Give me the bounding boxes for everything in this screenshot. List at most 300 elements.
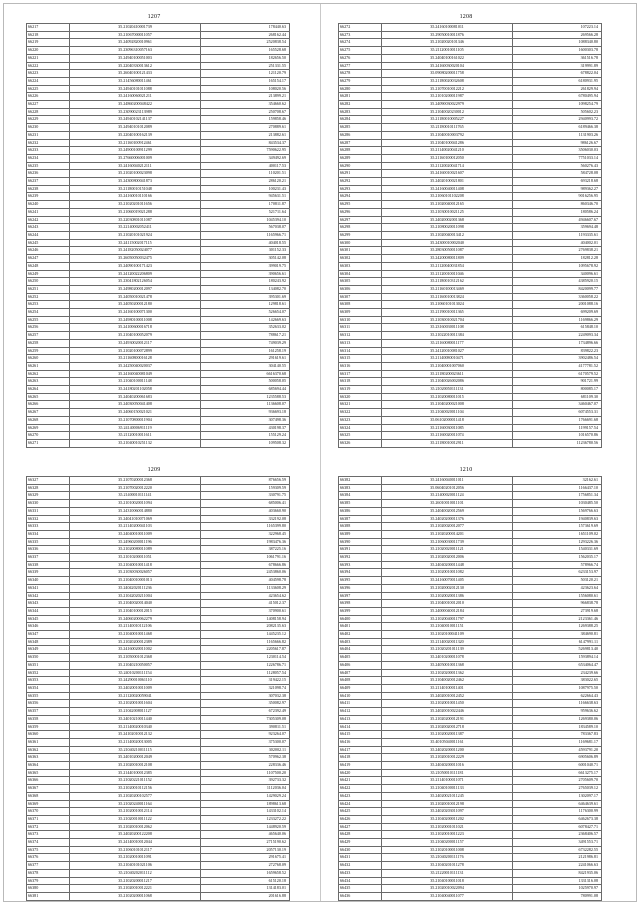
code-cell: 35.21140200041103 <box>70 523 201 531</box>
code-cell: 35.24200080011809 <box>382 255 513 263</box>
amount-cell: 273919.68 <box>513 607 602 615</box>
table-row <box>27 54 290 62</box>
table-row <box>27 869 290 877</box>
table-row <box>339 546 602 554</box>
code-cell: 35.21030010021704 <box>382 316 513 324</box>
row-id-cell: 66317 <box>339 370 382 378</box>
row-id-cell: 66304 <box>339 270 382 278</box>
table-row <box>27 154 290 162</box>
row-id-cell: 66243 <box>27 224 70 232</box>
code-cell: 35.21070020012220 <box>70 484 201 492</box>
code-cell: 35.24030050041408 <box>70 401 201 409</box>
amount-cell: 6170579.52 <box>513 370 602 378</box>
table-row <box>27 546 290 554</box>
table-row <box>339 754 602 762</box>
amount-cell: 2001088.16 <box>513 301 602 309</box>
code-cell: 35.21040010001013 <box>70 577 201 585</box>
amount-cell: 1269388.25 <box>513 623 602 631</box>
row-id-cell: 66232 <box>27 139 70 147</box>
amount-cell: 352633.02 <box>201 324 290 332</box>
row-id-cell: 66291 <box>339 170 382 178</box>
code-cell: 35.21160020011074 <box>382 432 513 440</box>
row-id-cell: 66248 <box>27 262 70 270</box>
amount-cell: 570962.38 <box>201 754 290 762</box>
row-id-cell: 66351 <box>27 661 70 669</box>
table-row <box>339 147 602 155</box>
amount-cell: 330791.75 <box>201 492 290 500</box>
row-id-cell: 66240 <box>27 201 70 209</box>
code-cell: 35.21020410001739 <box>70 24 201 32</box>
table-row <box>339 823 602 831</box>
code-cell: 35.21120010011611 <box>70 432 201 440</box>
code-cell: 35.24940102141137 <box>70 116 201 124</box>
row-id-cell: 66331 <box>27 507 70 515</box>
code-cell: 35.21020010012221 <box>70 885 201 893</box>
table-row <box>27 432 290 440</box>
code-cell: 35.21140020010340 <box>70 723 201 731</box>
row-id-cell: 66379 <box>27 877 70 885</box>
code-cell: 35.21040201011278 <box>382 862 513 870</box>
amount-cell: 1569766.63 <box>513 507 602 515</box>
code-cell: 35.21070800011904 <box>70 416 201 424</box>
row-id-cell: 66368 <box>27 792 70 800</box>
row-id-cell: 66429 <box>339 839 382 847</box>
amount-cell: 213882.61 <box>201 131 290 139</box>
row-id-cell: 66231 <box>27 131 70 139</box>
table-row <box>339 654 602 662</box>
table-row <box>27 147 290 155</box>
row-id-cell: 66395 <box>339 577 382 585</box>
amount-cell: 302002.11 <box>201 746 290 754</box>
row-id-cell: 66229 <box>27 116 70 124</box>
code-cell: 35.21140080010471 <box>382 355 513 363</box>
code-cell: 35.24860200048422 <box>70 101 201 109</box>
code-cell: 35.21160100912461 <box>70 139 201 147</box>
row-id-cell: 66284 <box>339 116 382 124</box>
amount-cell: 107223.14 <box>513 24 602 32</box>
code-cell: 35.21160080011177 <box>382 339 513 347</box>
row-id-cell: 66303 <box>339 262 382 270</box>
row-id-cell: 66270 <box>27 432 70 440</box>
amount-cell: 161258.19 <box>201 347 290 355</box>
code-cell: 35.24160020011002 <box>70 646 201 654</box>
row-id-cell: 66221 <box>27 54 70 62</box>
row-id-cell: 66434 <box>339 877 382 885</box>
table-row <box>27 93 290 101</box>
row-id-cell: 66223 <box>27 70 70 78</box>
amount-cell: 6613275.17 <box>513 769 602 777</box>
amount-cell: 4946607.67 <box>513 216 602 224</box>
code-cell: 35.21020100072899 <box>70 347 201 355</box>
code-cell: 35.21020001011021 <box>382 823 513 831</box>
row-id-cell: 66433 <box>339 869 382 877</box>
code-cell: 35.24102010012132 <box>70 731 201 739</box>
code-cell: 35.21067000011057 <box>70 31 201 39</box>
row-id-cell: 66425 <box>339 808 382 816</box>
amount-cell: 2205617.87 <box>201 646 290 654</box>
table-row <box>27 378 290 386</box>
row-id-cell: 66397 <box>339 592 382 600</box>
amount-cell: 159858.46 <box>201 116 290 124</box>
amount-cell: 1088340.80 <box>513 39 602 47</box>
table-row <box>339 208 602 216</box>
code-cell: 35.21020100023098 <box>70 170 201 178</box>
row-id-cell: 66256 <box>27 324 70 332</box>
row-id-cell: 66315 <box>339 355 382 363</box>
row-id-cell: 66386 <box>339 507 382 515</box>
code-cell: 35.24300800041873 <box>70 178 201 186</box>
table-row <box>27 31 290 39</box>
code-cell: 35.22040100162139 <box>70 131 201 139</box>
table-row <box>27 692 290 700</box>
row-id-cell: 66415 <box>339 731 382 739</box>
row-id-cell: 66436 <box>339 892 382 900</box>
row-id-cell: 66309 <box>339 309 382 317</box>
code-cell: 35.21010200011987 <box>382 93 513 101</box>
table-row <box>339 854 602 862</box>
table-row <box>339 584 602 592</box>
amount-cell: 350082.97 <box>201 700 290 708</box>
amount-cell: 6180931.95 <box>513 77 602 85</box>
code-cell: 35.24020200011376 <box>382 515 513 523</box>
code-cell: 35.21020010011122 <box>70 815 201 823</box>
row-id-cell: 66357 <box>27 708 70 716</box>
table-row <box>27 500 290 508</box>
table-row <box>27 208 290 216</box>
data-table <box>26 23 290 448</box>
row-id-cell: 66337 <box>27 554 70 562</box>
row-id-cell: 66313 <box>339 339 382 347</box>
amount-cell: 354660.62 <box>201 101 290 109</box>
table-row <box>339 600 602 608</box>
code-cell: 35.21020200011068 <box>70 892 201 900</box>
amount-cell: 500058.05 <box>201 378 290 386</box>
amount-cell: 1235588.53 <box>201 393 290 401</box>
table-row <box>339 139 602 147</box>
page-title: 1210 <box>459 467 473 473</box>
row-id-cell: 66293 <box>339 185 382 193</box>
amount-cell: 1045394.10 <box>201 216 290 224</box>
amount-cell: 526654.07 <box>201 309 290 317</box>
row-id-cell: 66375 <box>27 846 70 854</box>
amount-cell: 1226786.71 <box>201 661 290 669</box>
amount-cell: 395301.69 <box>201 293 290 301</box>
amount-cell: 860346.70 <box>513 201 602 209</box>
row-id-cell: 66260 <box>27 355 70 363</box>
row-id-cell: 66399 <box>339 607 382 615</box>
code-cell: 35.24020203011097 <box>382 808 513 816</box>
code-cell: 35.21020010012198 <box>382 800 513 808</box>
code-cell: 35.24940101011088 <box>70 85 201 93</box>
table-row <box>27 715 290 723</box>
row-id-cell: 66255 <box>27 316 70 324</box>
row-id-cell: 66376 <box>27 854 70 862</box>
amount-cell: 681109.30 <box>513 393 602 401</box>
table-row <box>27 216 290 224</box>
amount-cell: 622664.43 <box>513 692 602 700</box>
amount-cell: 615120.18 <box>201 877 290 885</box>
amount-cell: 672392.49 <box>201 708 290 716</box>
amount-cell: 404018.55 <box>201 239 290 247</box>
amount-cell: 1593894.14 <box>513 654 602 662</box>
table-row <box>339 885 602 893</box>
code-cell: 35.21050001012368 <box>70 654 201 662</box>
amount-cell: 142669.63 <box>201 316 290 324</box>
row-id-cell: 66428 <box>339 831 382 839</box>
row-id-cell: 66310 <box>339 316 382 324</box>
code-cell: 35.21180010005227 <box>382 116 513 124</box>
code-cell: 35.21020080011089 <box>70 546 201 554</box>
code-cell: 35.21040010251132 <box>70 439 201 447</box>
amount-cell: 400117.53 <box>201 162 290 170</box>
table-row <box>339 677 602 685</box>
amount-cell: 270889.61 <box>201 124 290 132</box>
row-id-cell: 66222 <box>27 62 70 70</box>
amount-cell: 1030485.50 <box>513 500 602 508</box>
table-row <box>339 62 602 70</box>
code-cell: 35.21030030026057 <box>70 569 201 577</box>
amount-cell: 390656.61 <box>201 270 290 278</box>
row-id-cell: 66280 <box>339 85 382 93</box>
code-cell: 35.21020200012389 <box>70 638 201 646</box>
amount-cell: 4177781.52 <box>513 362 602 370</box>
table-row <box>27 708 290 716</box>
code-cell: 35.24092820010961 <box>70 39 201 47</box>
table-row <box>27 362 290 370</box>
row-id-cell: 66275 <box>339 47 382 55</box>
code-cell: 35.24160030020104 <box>382 62 513 70</box>
amount-cell: 250708.67 <box>201 108 290 116</box>
amount-cell: 2082135.63 <box>201 623 290 631</box>
table-row <box>27 723 290 731</box>
code-cell: 35.24090030022979 <box>382 101 513 109</box>
code-cell: 35.21020002012130 <box>382 584 513 592</box>
table-row <box>27 777 290 785</box>
table-row <box>27 792 290 800</box>
table-row <box>27 492 290 500</box>
row-id-cell: 66267 <box>27 409 70 417</box>
row-id-cell: 66345 <box>27 615 70 623</box>
table-row <box>27 309 290 317</box>
code-cell: 35.24300010002040 <box>382 239 513 247</box>
code-cell: 35.21120020041714 <box>382 162 513 170</box>
amount-cell: 945631.51 <box>201 193 290 201</box>
table-row <box>339 530 602 538</box>
row-id-cell: 66227 <box>27 101 70 109</box>
amount-cell: 2520838.54 <box>201 39 290 47</box>
row-id-cell: 66265 <box>27 393 70 401</box>
amount-cell: 1061791.16 <box>201 554 290 562</box>
amount-cell: 170811.87 <box>201 201 290 209</box>
row-id-cell: 66339 <box>27 569 70 577</box>
amount-cell: 340096.61 <box>513 270 602 278</box>
amount-cell: 403660.90 <box>201 507 290 515</box>
amount-cell: 291675.41 <box>201 854 290 862</box>
table-row <box>27 178 290 186</box>
table-row <box>27 324 290 332</box>
table-row <box>27 646 290 654</box>
table-row <box>339 70 602 78</box>
code-cell: 35.21020010012062 <box>70 823 201 831</box>
row-id-cell: 66292 <box>339 178 382 186</box>
amount-cell: 291619.61 <box>201 355 290 363</box>
amount-cell: 307032.38 <box>201 692 290 700</box>
table-row <box>27 278 290 286</box>
code-cell: 35.21020200102577 <box>70 792 201 800</box>
row-id-cell: 66382 <box>339 477 382 485</box>
table-row <box>27 815 290 823</box>
code-cell: 35.21160100013469 <box>382 285 513 293</box>
amount-cell: 699209.69 <box>513 309 602 317</box>
row-id-cell: 66287 <box>339 139 382 147</box>
row-id-cell: 66424 <box>339 800 382 808</box>
row-id-cell: 66377 <box>27 862 70 870</box>
code-cell: 35.24040010011009 <box>70 530 201 538</box>
table-row <box>339 278 602 286</box>
row-id-cell: 66354 <box>27 684 70 692</box>
row-id-cell: 66350 <box>27 654 70 662</box>
table-row <box>339 738 602 746</box>
table-row <box>339 255 602 263</box>
code-cell: 35.24160060021211 <box>70 93 201 101</box>
amount-cell: 3491553.71 <box>513 839 602 847</box>
table-row <box>339 378 602 386</box>
code-cell: 35.21160800016128 <box>70 355 201 363</box>
table-row <box>339 193 602 201</box>
amount-cell: 1600303.78 <box>513 47 602 55</box>
row-id-cell: 66353 <box>27 677 70 685</box>
table-row <box>27 39 290 47</box>
row-id-cell: 66274 <box>339 39 382 47</box>
table-row <box>27 831 290 839</box>
table-row <box>27 823 290 831</box>
amount-cell: 100231.43 <box>201 185 290 193</box>
amount-cell: 384690.81 <box>513 631 602 639</box>
table-row <box>339 85 602 93</box>
code-cell: 35.21020080011015 <box>382 393 513 401</box>
row-id-cell: 66289 <box>339 154 382 162</box>
code-cell: 35.24040020012569 <box>382 507 513 515</box>
amount-cell: 1166437.10 <box>513 484 602 492</box>
code-cell: 35.23096310057163 <box>70 47 201 55</box>
table-row <box>339 569 602 577</box>
amount-cell: 1169866.29 <box>513 316 602 324</box>
table-row <box>27 530 290 538</box>
table-row <box>27 224 290 232</box>
code-cell: 35.21022010011384 <box>382 332 513 340</box>
row-id-cell: 66359 <box>27 723 70 731</box>
table-row <box>27 684 290 692</box>
amount-cell: 182812.28 <box>513 255 602 263</box>
code-cell: 35.21040210011115 <box>70 746 201 754</box>
amount-cell: 6616370.68 <box>201 370 290 378</box>
row-id-cell: 66258 <box>27 339 70 347</box>
table-row <box>339 492 602 500</box>
table-row <box>339 708 602 716</box>
row-id-cell: 66314 <box>339 347 382 355</box>
table-row <box>27 116 290 124</box>
data-table <box>338 476 602 901</box>
row-id-cell: 66239 <box>27 193 70 201</box>
table-row <box>27 62 290 70</box>
table-row <box>339 715 602 723</box>
row-id-cell: 66311 <box>339 324 382 332</box>
code-cell: 35.24041010071069 <box>70 515 201 523</box>
amount-cell: 1128057.54 <box>201 669 290 677</box>
code-cell: 35.21020020011387 <box>382 731 513 739</box>
code-cell: 35.21060101013024 <box>382 301 513 309</box>
amount-cell: 843534.37 <box>201 139 290 147</box>
amount-cell: 1314183.01 <box>201 885 290 893</box>
row-id-cell: 66417 <box>339 746 382 754</box>
amount-cell: 268162.44 <box>201 31 290 39</box>
code-cell: 35.23160030011108 <box>382 324 513 332</box>
code-cell: 35.21120040031854 <box>382 262 513 270</box>
table-row <box>27 386 290 394</box>
table-row <box>339 554 602 562</box>
code-cell: 35.24160010021607 <box>382 170 513 178</box>
row-id-cell: 66266 <box>27 401 70 409</box>
row-id-cell: 66299 <box>339 231 382 239</box>
code-cell: 35.21040100052079 <box>70 332 201 340</box>
table-row <box>27 170 290 178</box>
row-id-cell: 66423 <box>339 792 382 800</box>
code-cell: 35.21020010012114 <box>70 808 201 816</box>
code-cell: 35.24160040081049 <box>70 370 201 378</box>
table-row <box>339 439 602 447</box>
row-id-cell: 66220 <box>27 47 70 55</box>
row-id-cell: 66286 <box>339 131 382 139</box>
table-row <box>339 401 602 409</box>
row-id-cell: 66308 <box>339 301 382 309</box>
amount-cell: 615848.10 <box>513 324 602 332</box>
amount-cell: 1233272.22 <box>201 815 290 823</box>
row-id-cell: 66319 <box>339 386 382 394</box>
row-id-cell: 66432 <box>339 862 382 870</box>
table-row <box>339 831 602 839</box>
amount-cell: 2121986.81 <box>513 854 602 862</box>
code-cell: 35.21120020059041 <box>70 692 201 700</box>
amount-cell: 6078427.71 <box>513 823 602 831</box>
table-row <box>27 661 290 669</box>
table-row <box>339 224 602 232</box>
row-id-cell: 66414 <box>339 723 382 731</box>
amount-cell: 1230114.54 <box>201 654 290 662</box>
code-cell: 35.21440100012385 <box>70 769 201 777</box>
amount-cell: 6905606.89 <box>513 754 602 762</box>
row-id-cell: 66427 <box>339 823 382 831</box>
code-cell: 35.21020010012229 <box>382 754 513 762</box>
table-row <box>27 631 290 639</box>
row-id-cell: 66253 <box>27 301 70 309</box>
table-row <box>27 139 290 147</box>
table-row <box>27 584 290 592</box>
code-cell: 35.26040100121433 <box>70 70 201 78</box>
code-cell: 35.24100600016718 <box>70 324 201 332</box>
amount-cell: 322968.45 <box>201 530 290 538</box>
row-id-cell: 66281 <box>339 93 382 101</box>
row-id-cell: 66407 <box>339 669 382 677</box>
amount-cell: 560276.43 <box>513 162 602 170</box>
row-id-cell: 66264 <box>27 386 70 394</box>
table-row <box>339 484 602 492</box>
amount-cell: 159309.59 <box>201 484 290 492</box>
row-id-cell: 66305 <box>339 278 382 286</box>
amount-cell: 800085.17 <box>513 386 602 394</box>
code-cell: 35.21060101102208 <box>382 193 513 201</box>
row-id-cell: 66241 <box>27 208 70 216</box>
code-cell: 35.21040200011157 <box>382 839 513 847</box>
